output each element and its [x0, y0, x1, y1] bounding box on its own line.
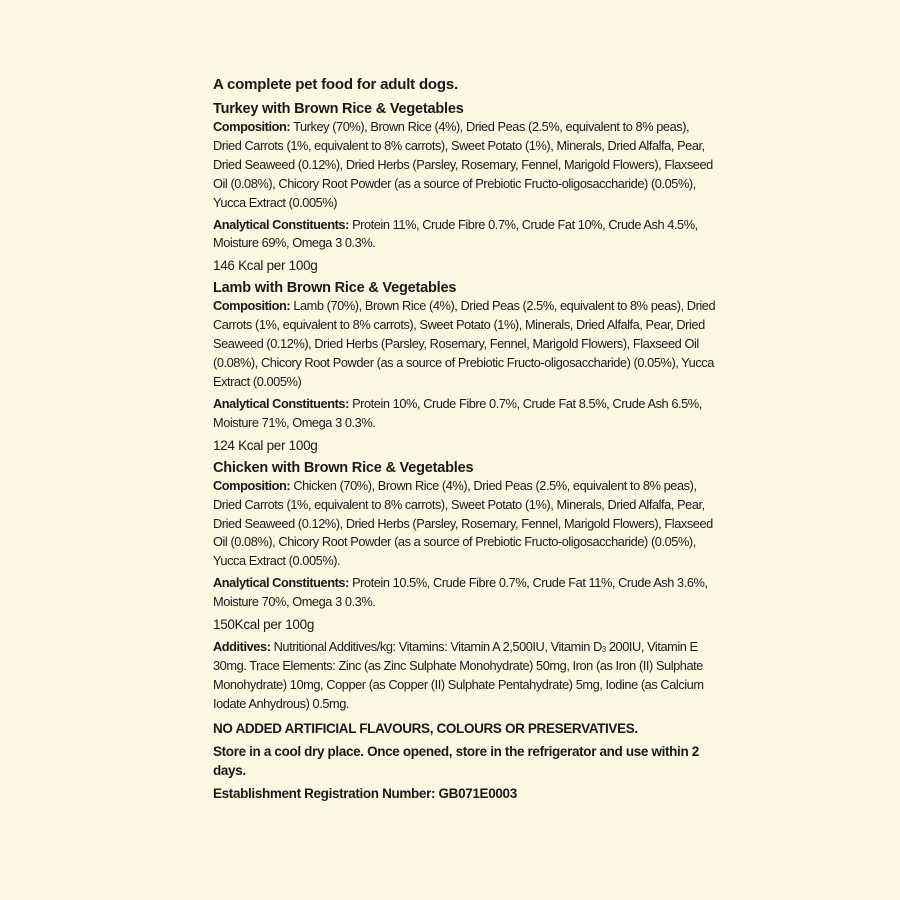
- registration-number: Establishment Registration Number: GB071E0003: [213, 786, 517, 802]
- analytical-label: Analytical Constituents:: [213, 216, 349, 232]
- kcal-text: 150Kcal per 100g: [213, 617, 315, 633]
- kcal-text: 124 Kcal per 100g: [213, 437, 318, 453]
- additives-subscript: 3: [601, 645, 606, 655]
- composition-paragraph: [213, 477, 717, 572]
- analytical-paragraph: [213, 216, 717, 254]
- additives-label: Additives:: [213, 639, 271, 655]
- recipe-title: Lamb with Brown Rice & Vegetables: [213, 280, 457, 297]
- analytical-label: Analytical Constituents:: [213, 395, 349, 411]
- analytical-label: Analytical Constituents:: [213, 575, 349, 591]
- analytical-text: Protein 10.5%, Crude Fibre 0.7%, Crude Fat 11%, Crude Ash 3.6%, Moisture 70%, Omega 3 0.3%.: [213, 575, 708, 610]
- composition-paragraph: [213, 118, 717, 213]
- composition-label: Composition:: [213, 477, 291, 493]
- product-label: [213, 76, 733, 809]
- analytical-paragraph: [213, 395, 717, 433]
- analytical-paragraph: [213, 574, 717, 612]
- composition-text: Turkey (70%), Brown Rice (4%), Dried Peas (2.5%, equivalent to 8% peas), Dried Carrots (1%, equivalent to 8% carrots), Sweet Potato (1%), Minerals, Dried Alfalfa, Pear, Dried Seaweed (0.12%), Dried Herbs (Parsley, Rosemary, Fennel, Marigold Flowers), Flaxseed Oil (0.08%), Chicory Root Powder (as a source of Prebiotic Fructo-oligosaccharide) (0.05%), Yucca Extract (0.005%): [213, 119, 713, 210]
- recipe-lamb: [213, 279, 733, 454]
- composition-text: Chicken (70%), Brown Rice (4%), Dried Peas (2.5%, equivalent to 8% peas), Dried Carrots (1%, equivalent to 8% carrots), Sweet Potato (1%), Minerals, Dried Alfalfa, Pear, Dried Seaweed (0.12%), Dried Herbs (Parsley, Rosemary, Fennel, Marigold Flowers), Flaxseed Oil (0.08%), Chicory Root Powder (as a source of Prebiotic Fructo-oligosaccharide) (0.05%), Yucca Extract (0.005%).: [213, 477, 713, 569]
- composition-paragraph: [213, 297, 717, 392]
- recipe-title: Turkey with Brown Rice & Vegetables: [213, 101, 464, 117]
- composition-label: Composition:: [213, 119, 291, 134]
- analytical-text: Protein 10%, Crude Fibre 0.7%, Crude Fat 8.5%, Crude Ash 6.5%, Moisture 71%, Omega 3 0.3%.: [213, 395, 702, 430]
- composition-label: Composition:: [213, 298, 291, 314]
- recipe-title: Chicken with Brown Rice & Vegetables: [213, 459, 474, 476]
- recipe-chicken: [213, 459, 733, 634]
- no-added-notice: NO ADDED ARTIFICIAL FLAVOURS, COLOURS OR PRESERVATIVES.: [213, 720, 638, 736]
- kcal-text: 146 Kcal per 100g: [213, 258, 318, 274]
- recipe-turkey: [213, 100, 733, 275]
- intro-text: A complete pet food for adult dogs.: [213, 76, 458, 93]
- additives-text-part2: 200IU, Vitamin E 30mg. Trace Elements: Zinc (as Zinc Sulphate Monohydrate) 50mg, Iron (as Iron (II) Sulphate Monohydrate) 10mg, Copper (as Copper (II) Sulphate Pentahydrate) 5mg, Iodine (as Calcium Iodate Anhydrous) 0.5mg.: [213, 639, 704, 711]
- composition-text: Lamb (70%), Brown Rice (4%), Dried Peas (2.5%, equivalent to 8% peas), Dried Carrots (1%, equivalent to 8% carrots), Sweet Potato (1%), Minerals, Dried Alfalfa, Pear, Dried Seaweed (0.12%), Dried Herbs (Parsley, Rosemary, Fennel, Marigold Flowers), Flaxseed Oil (0.08%), Chicory Root Powder (as a source of Prebiotic Fructo-oligosaccharide) (0.05%), Yucca Extract (0.005%): [213, 298, 716, 389]
- additives-paragraph: [213, 638, 717, 714]
- additives-text-part1: Nutritional Additives/kg: Vitamins: Vitamin A 2,500IU, Vitamin D: [273, 639, 602, 655]
- storage-instructions: Store in a cool dry place. Once opened, store in the refrigerator and use within 2 days.: [213, 744, 699, 778]
- analytical-text: Protein 11%, Crude Fibre 0.7%, Crude Fat 10%, Crude Ash 4.5%, Moisture 69%, Omega 3 0.3%.: [213, 216, 698, 251]
